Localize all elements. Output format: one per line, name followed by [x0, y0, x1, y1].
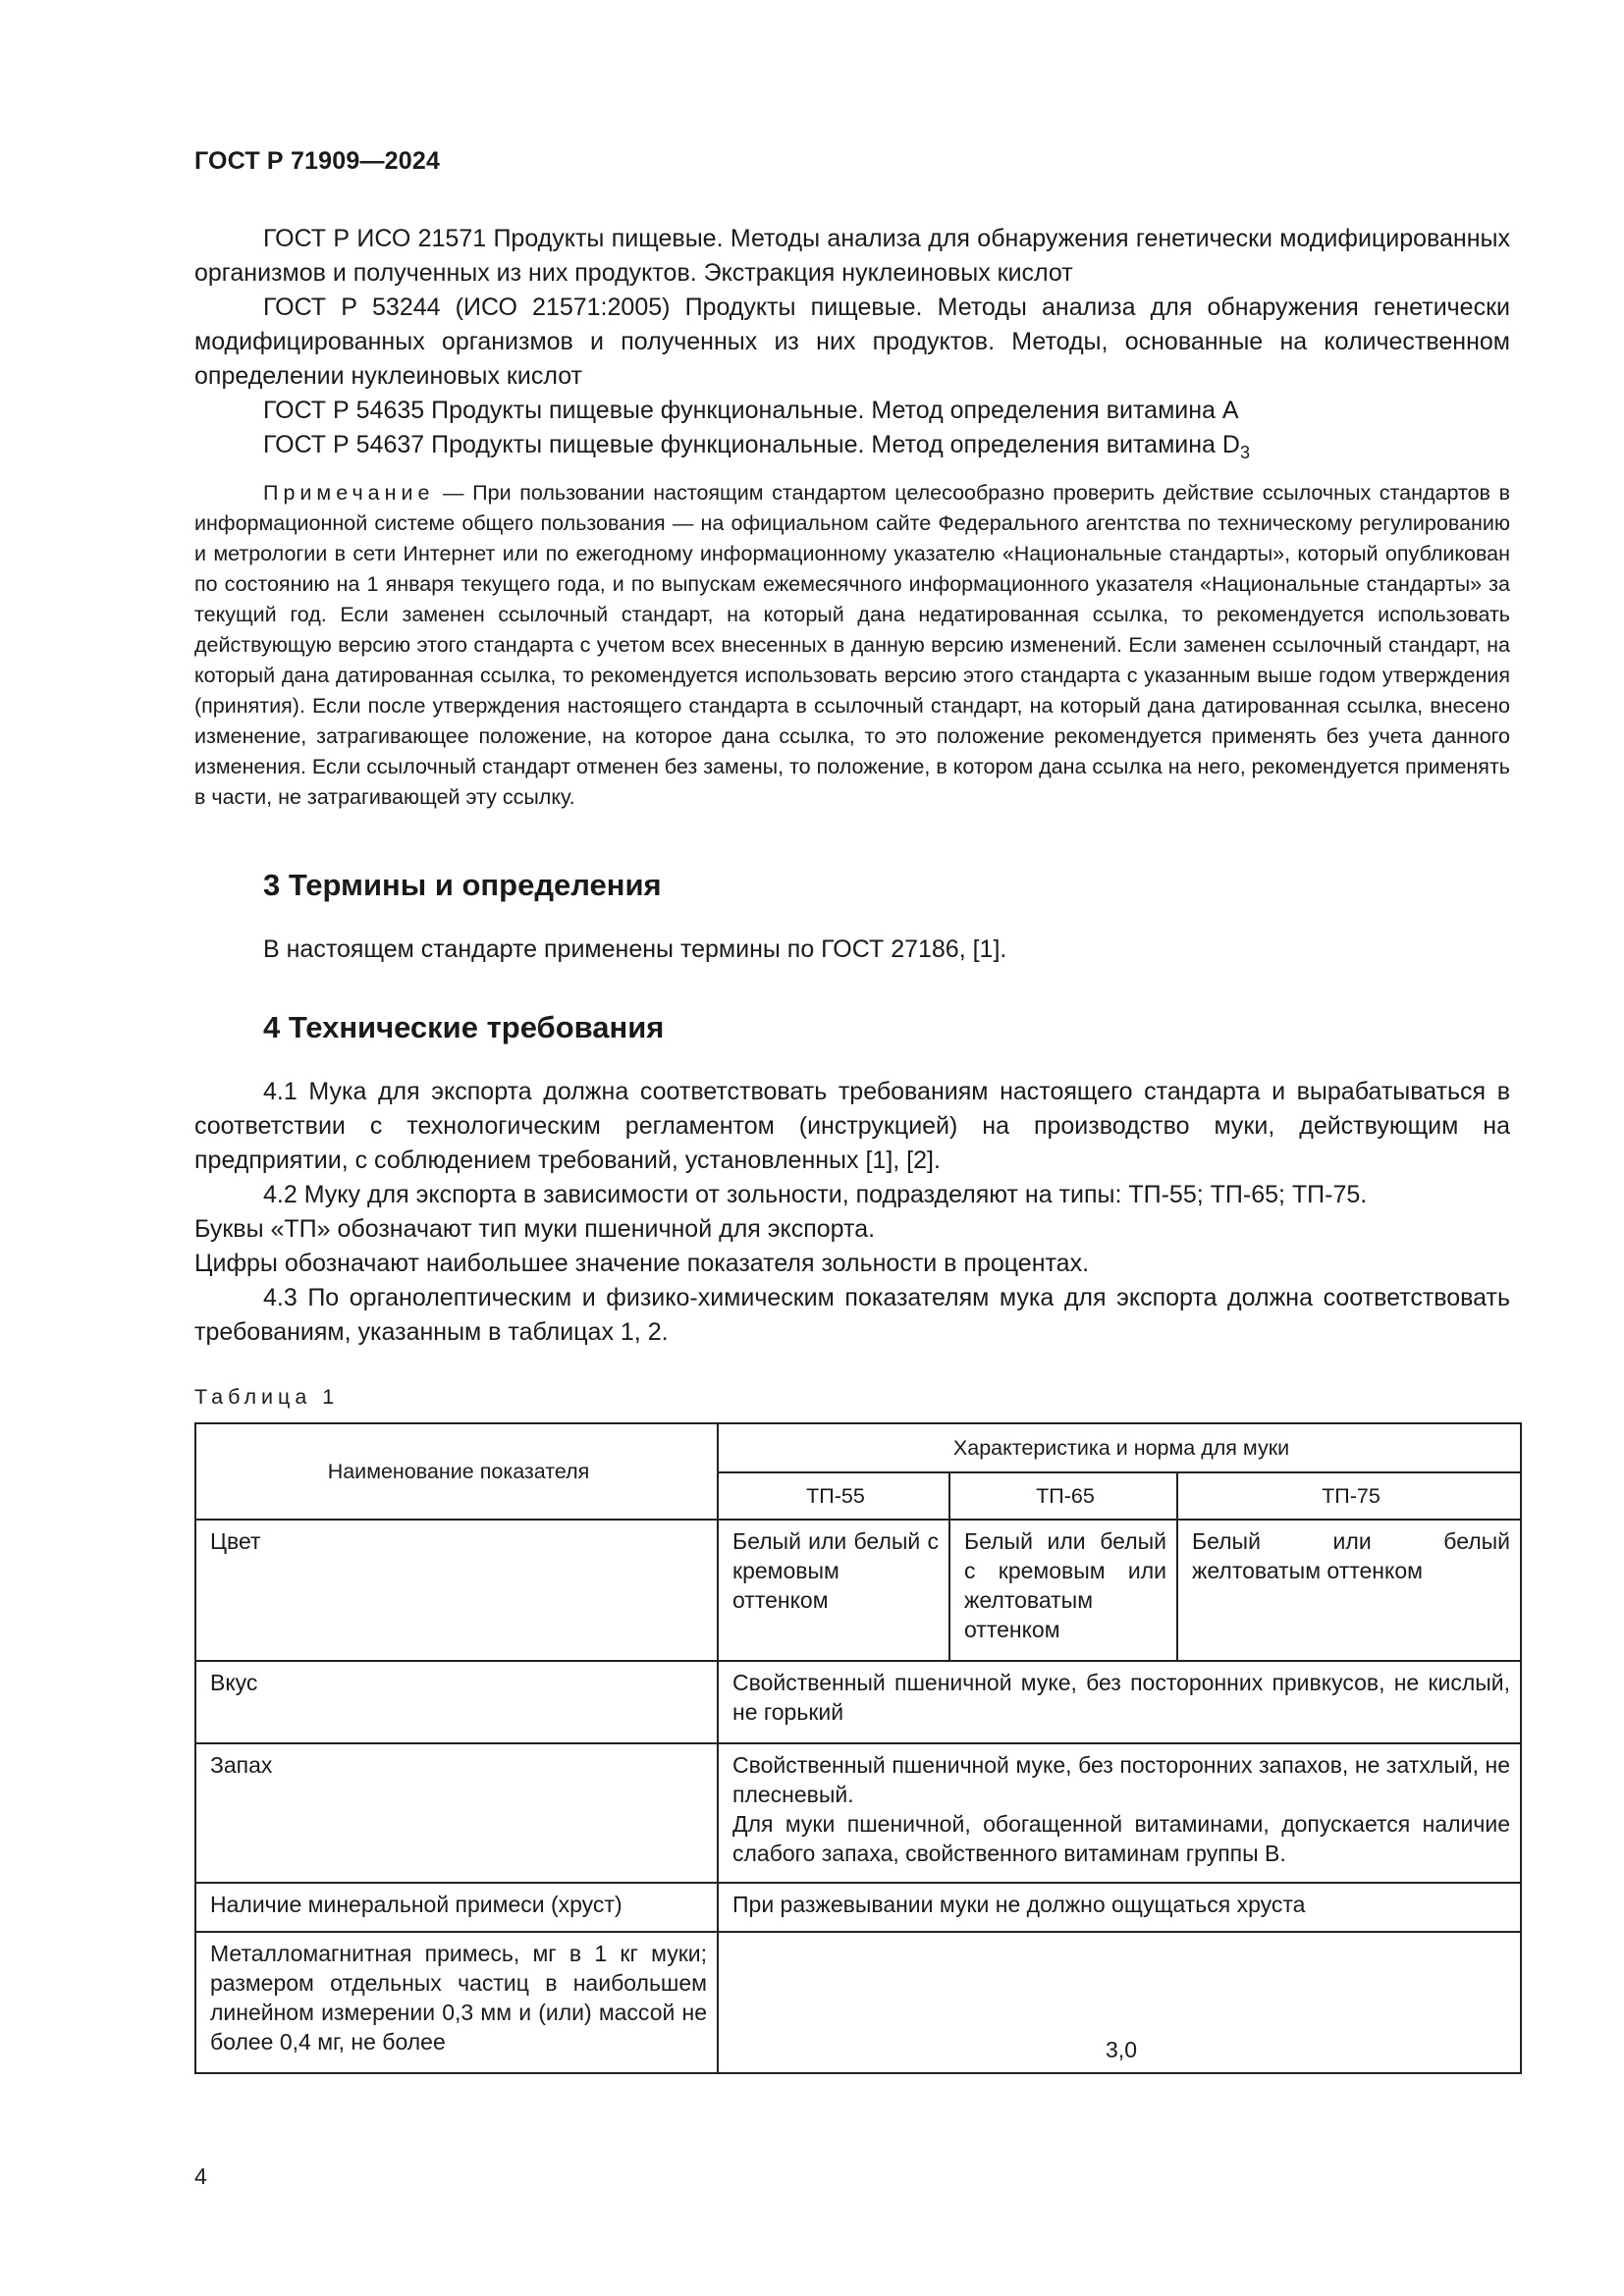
header-indicator: Наименование показателя: [195, 1423, 718, 1520]
note-text: — При пользовании настоящим стандартом целесообразно проверить действие ссылочных стандартов в информационной системе общего пользования — на официальном сайте Федерального агентства по техническому регулированию и метрологии в сети Интернет или по ежегодному информационному указателю «Национальные стандарты», который опубликован по состоянию на 1 января текущего года, и по выпускам ежемесячного информационного указателя «Национальные стандарты» за текущий год. Если заменен ссылочный стандарт, на который дана недатированная ссылка, то рекомендуется использовать действующую версию этого стандарта с учетом всех внесенных в данную версию изменений. Если заменен ссылочный стандарт, на который дана датированная ссылка, то рекомендуется использовать версию этого стандарта с указанным выше годом утверждения (принятия). Если после утверждения настоящего стандарта в ссылочный стандарт, на который дана датированная ссылка, внесено изменение, затрагивающее положение, на которое дана ссылка, то это положение рекомендуется применять без учета данного изменения. Если ссылочный стандарт отменен без замены, то положение, в котором дана ссылка на него, рекомендуется применять в части, не затрагивающей эту ссылку.: [194, 481, 1510, 809]
table-row: [195, 1520, 1521, 1661]
clause-4-2-digits: Цифры обозначают наибольшее значение показателя зольности в процентах.: [194, 1250, 1090, 1277]
reference-item: ГОСТ Р ИСО 21571 Продукты пищевые. Методы анализа для обнаружения генетически модифицированных организмов и полученных из них продуктов. Экстракция нуклеиновых кислот: [194, 225, 1510, 287]
row-name: Металломагнитная примесь, мг в 1 кг муки; размером отдельных частиц в наибольшем линейном измерении 0,3 мм и (или) массой не более 0,4 мг, не более: [195, 1932, 718, 2073]
table-row: [195, 1743, 1521, 1883]
page-number: 4: [194, 2163, 207, 2189]
section-4-title: 4 Технические требования: [263, 1010, 665, 1044]
header-type-tp65: ТП-65: [949, 1472, 1177, 1520]
requirements-table: [194, 1422, 1522, 2074]
cell-value: Белый или белый желтоватым оттенком: [1177, 1520, 1521, 1661]
reference-item: ГОСТ Р 54635 Продукты пищевые функциональные. Метод определения витамина А: [263, 397, 1239, 424]
page-content: [194, 222, 1510, 2074]
clause-4-2-letters: Буквы «ТП» обозначают тип муки пшеничной для экспорта.: [194, 1215, 876, 1243]
cell-value-line: Для муки пшеничной, обогащенной витаминами, допускается наличие слабого запаха, свойственного витаминам группы В.: [732, 1811, 1511, 1866]
clause-4-2: 4.2 Муку для экспорта в зависимости от зольности, подразделяют на типы: ТП-55; ТП-65; ТП-75.: [263, 1181, 1368, 1208]
cell-value: Свойственный пшеничной муке, без посторонних привкусов, не кислый, не горький: [718, 1661, 1521, 1743]
cell-value-line: Свойственный пшеничной муке, без посторонних запахов, не затхлый, не плесневый.: [732, 1752, 1511, 1807]
cell-value: 3,0: [718, 1932, 1521, 2073]
table-row: [195, 1883, 1521, 1932]
reference-subscript: 3: [1239, 443, 1250, 462]
note-label: Примечание: [263, 481, 435, 505]
reference-text: ГОСТ Р 54637 Продукты пищевые функциональные. Метод определения витамина D: [263, 431, 1240, 458]
row-name: Наличие минеральной примеси (хруст): [195, 1883, 718, 1932]
row-name: Вкус: [195, 1661, 718, 1743]
table-header-row: [195, 1423, 1521, 1472]
cell-value: Белый или белый с кремовым оттенком: [718, 1520, 949, 1661]
cell-value: [718, 1743, 1521, 1883]
header-type-tp75: ТП-75: [1177, 1472, 1521, 1520]
clause-4-1: 4.1 Мука для экспорта должна соответствовать требованиям настоящего стандарта и вырабатываться в соответствии с технологическим регламентом (инструкцией) на производство муки, действующим на предприятии, с соблюдением требований, установленных [1], [2].: [194, 1078, 1510, 1174]
table-row: [195, 1661, 1521, 1743]
row-name: Цвет: [195, 1520, 718, 1661]
table-row: [195, 1932, 1521, 2073]
cell-value: Белый или белый с кремовым или желтоватым оттенком: [949, 1520, 1177, 1661]
section-3-text: В настоящем стандарте применены термины по ГОСТ 27186, [1].: [263, 935, 1007, 963]
note: [194, 478, 1510, 813]
reference-item: [194, 428, 1510, 470]
cell-value: При разжевывании муки не должно ощущаться хруста: [718, 1883, 1521, 1932]
reference-item: ГОСТ Р 53244 (ИСО 21571:2005) Продукты пищевые. Методы анализа для обнаружения генетически модифицированных организмов и полученных из них продуктов. Методы, основанные на количественном определении нуклеиновых кислот: [194, 294, 1510, 390]
section-3-title: 3 Термины и определения: [263, 868, 662, 902]
header-group: Характеристика и норма для муки: [718, 1423, 1521, 1472]
table-caption: Таблица 1: [194, 1385, 340, 1409]
header-type-tp55: ТП-55: [718, 1472, 949, 1520]
clause-4-3: 4.3 По органолептическим и физико-химическим показателям мука для экспорта должна соответствовать требованиям, указанным в таблицах 1, 2.: [194, 1284, 1510, 1346]
document-code: ГОСТ Р 71909—2024: [194, 147, 441, 175]
row-name: Запах: [195, 1743, 718, 1883]
